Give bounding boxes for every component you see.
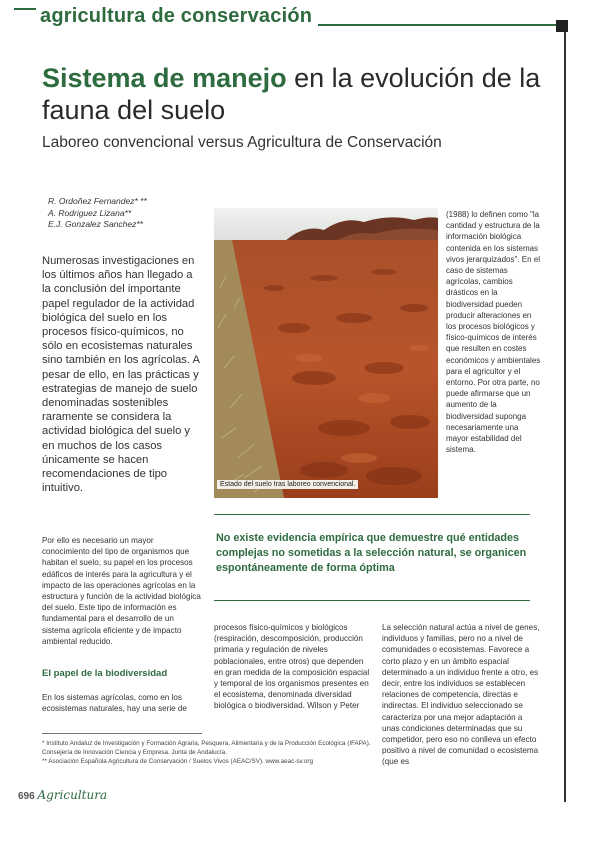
article-title-bold: Sistema de manejo	[42, 63, 287, 93]
section-left-rule	[14, 8, 36, 10]
ploughed-field-photo	[214, 208, 438, 498]
body-col2-paragraph: procesos físico-químicos y biológicos (respiración, descomposición, producción primaria y regulación de niveles poblacionales, entre otros) que dependen en gran medida de la composición espacial y temporal de los organismos presentes en el ecosistema, denominada diversidad biológica o biodiversidad. Wilson y Peter	[214, 623, 370, 711]
photo-caption: Estado del suelo tras laboreo convencional.	[217, 480, 358, 489]
body-col1-paragraph: Por ello es necesario un mayor conocimiento del tipo de organismos que habitan el suelo, su papel en los procesos edáficos de interés para la agricultura y el impacto de las operaciones agrícolas en la estructura y función de la actividad biológica del suelo. Este tipo de información es fundamental para el desarrollo de un sistema agrícola eficiente y de impacto ambiental reducido.	[42, 536, 201, 646]
section-title: agricultura de conservación	[40, 5, 313, 27]
lead-paragraph: Numerosas investigaciones en los últimos años han llegado a la conclusión del importante papel regulador de la actividad biológica del suelo en los procesos físico-químicos, no sólo en ecosistemas naturales sino también en los agrícolas. A pesar de ello, en las prácticas y estrategias de manejo de suelo denominadas sostenibles raramente se considera la actividad biológica del suelo y en muchos de los casos únicamente se hacen recomendaciones de tipo intuitivo.	[42, 255, 200, 495]
body-col1-paragraph-2: En los sistemas agrícolas, como en los ecosistemas naturales, hay una serie de	[42, 693, 187, 714]
page-number: 696	[18, 791, 35, 802]
footnote: ** Asociación Española Agricultura de Conservación / Suelos Vivos (AEAC/SV). www.aeac-sv.org	[42, 758, 314, 765]
footnotes	[42, 739, 382, 766]
author: A. Rodriguez Lizana**	[48, 207, 132, 218]
page-side-rule	[564, 32, 566, 802]
section-rule	[318, 24, 560, 26]
author: R. Ordoñez Fernandez* **	[48, 196, 147, 206]
article-subtitle: Laboreo convencional versus Agricultura de Conservación	[42, 134, 442, 151]
page-footer	[18, 788, 107, 802]
field-illustration	[214, 208, 438, 498]
pull-quote-rule-top	[214, 514, 530, 515]
footnote-rule	[42, 733, 202, 734]
author: E.J. Gonzalez Sanchez**	[48, 219, 143, 229]
footnote: * Instituto Andaluz de Investigación y Formación Agraria, Pesquera, Alimentaria y de la Producción Ecológica (IFAPA). Consejería de Innovación Ciencia y Empresa. Junta de Andalucía.	[42, 740, 371, 756]
right-column-text: (1988) lo definen como "la cantidad y estructura de la información biológica contenida en los sistemas vivos jerarquizados". En el caso de sistemas agrícolas, cambios drásticos en la biodiversidad pueden producir alteraciones en los procesos biológicos y físico-químicos de interés que resulten en costes económicos y ambientales para el agricultor y el entorno. Por otra parte, no puede afirmarse que un aumento de la biodiversidad suponga necesariamente una mayor estabilidad del sistema.	[446, 210, 541, 455]
corner-mark	[556, 20, 568, 32]
pull-quote-rule-bottom	[214, 600, 530, 601]
authors-list	[48, 196, 147, 231]
section-subhead: El papel de la biodiversidad	[42, 668, 168, 679]
article-title	[42, 62, 542, 126]
body-col3-paragraph: La selección natural actúa a nivel de genes, individuos y familias, pero no a nivel de comunidades o ecosistemas. Favorece a corto plazo y en un ámbito espacial determinado a un individuo frente a otro, es decir, entre los individuos se establecen relaciones de competencia, directas e indirectas. El individuo seleccionado se caracteriza por una mejor adaptación a unas condiciones determinadas que su competidor, pero eso no conlleva un efecto positivo a nivel de comunidad o ecosistema (que es	[382, 623, 540, 767]
article-title-rest: en la evolución de la fauna del suelo	[42, 63, 541, 125]
pull-quote: No existe evidencia empírica que demuestre qué entidades complejas no sometidas a la selección natural, se organicen espontáneamente de forma óptima	[216, 532, 527, 575]
magazine-name: Agricultura	[37, 788, 108, 802]
